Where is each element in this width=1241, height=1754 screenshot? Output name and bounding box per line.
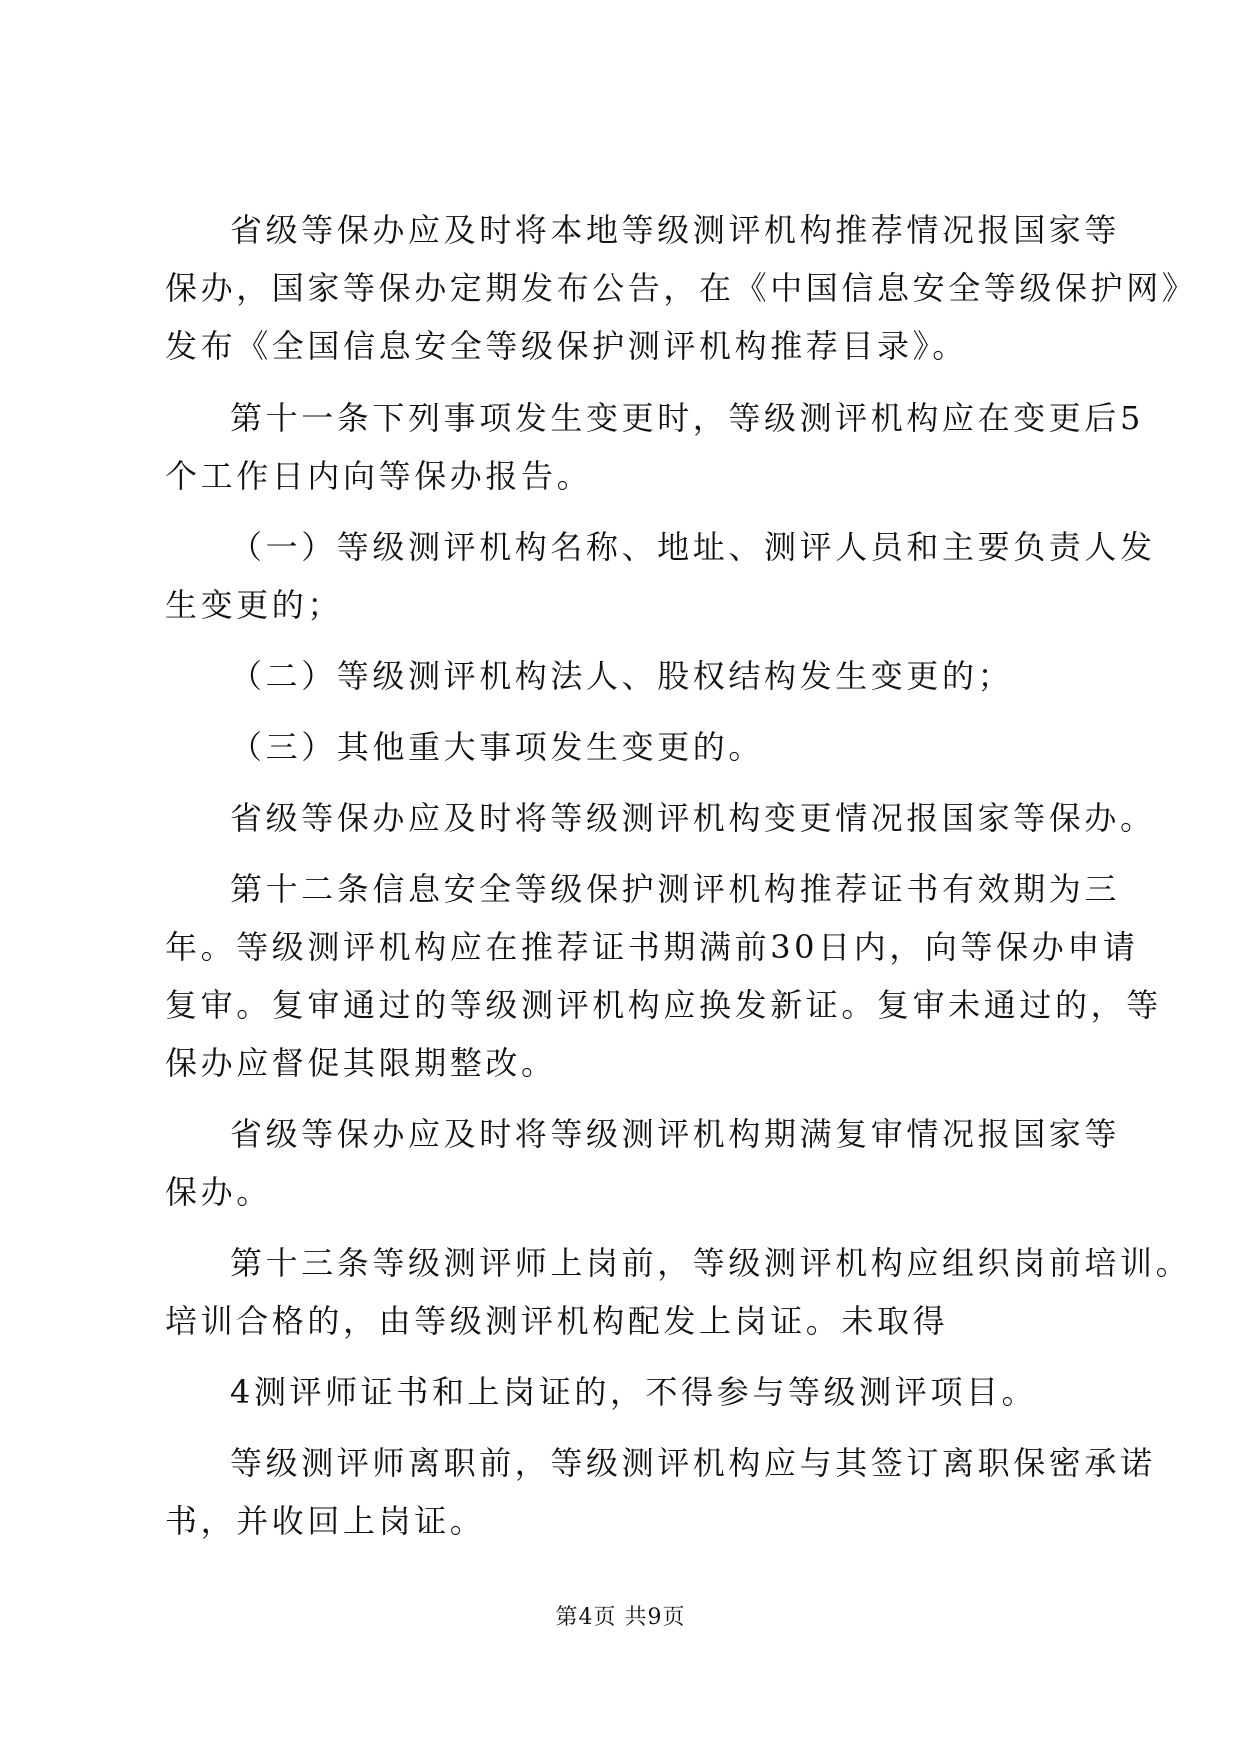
body-text-line: 保办应督促其限期整改。 bbox=[165, 1044, 557, 1082]
body-text-line: 等级测评师离职前，等级测评机构应与其签订离职保密承诺 bbox=[230, 1444, 1156, 1482]
body-text-line: （二）等级测评机构法人、股权结构发生变更的； bbox=[230, 657, 1014, 695]
page-number-footer: 第4页 共9页 bbox=[555, 1605, 686, 1630]
body-text-line: 保办。 bbox=[165, 1173, 272, 1211]
body-text-line: 第十三条等级测评师上岗前，等级测评机构应组织岗前培训。 bbox=[230, 1244, 1192, 1282]
body-text-line: 个工作日内向等保办报告。 bbox=[165, 457, 593, 495]
body-text-line: 培训合格的，由等级测评机构配发上岗证。未取得 bbox=[165, 1302, 949, 1340]
body-text-line: 4测评师证书和上岗证的，不得参与等级测评项目。 bbox=[230, 1373, 1038, 1411]
body-text-line: 第十二条信息安全等级保护测评机构推荐证书有效期为三 bbox=[230, 870, 1121, 908]
body-text-line: 年。等级测评机构应在推荐证书期满前30日内，向等保办申请 bbox=[165, 928, 1139, 966]
body-text-line: 省级等保办应及时将等级测评机构期满复审情况报国家等 bbox=[230, 1115, 1121, 1153]
body-text-line: 省级等保办应及时将本地等级测评机构推荐情况报国家等 bbox=[230, 211, 1121, 249]
body-text-line: 发布《全国信息安全等级保护测评机构推荐目录》。 bbox=[165, 327, 968, 365]
body-text-line: 保办，国家等保办定期发布公告，在《中国信息安全等级保护网》 bbox=[165, 269, 1198, 307]
body-text-line: 复审。复审通过的等级测评机构应换发新证。复审未通过的，等 bbox=[165, 986, 1162, 1024]
body-text-line: 书，并收回上岗证。 bbox=[165, 1502, 486, 1540]
body-text-line: 省级等保办应及时将等级测评机构变更情况报国家等保办。 bbox=[230, 799, 1156, 837]
body-text-line: 第十一条下列事项发生变更时，等级测评机构应在变更后5 bbox=[230, 399, 1144, 437]
body-text-line: 生变更的； bbox=[165, 586, 344, 624]
body-text-line: （一）等级测评机构名称、地址、测评人员和主要负责人发 bbox=[230, 528, 1156, 566]
body-text-line: （三）其他重大事项发生变更的。 bbox=[230, 728, 765, 766]
